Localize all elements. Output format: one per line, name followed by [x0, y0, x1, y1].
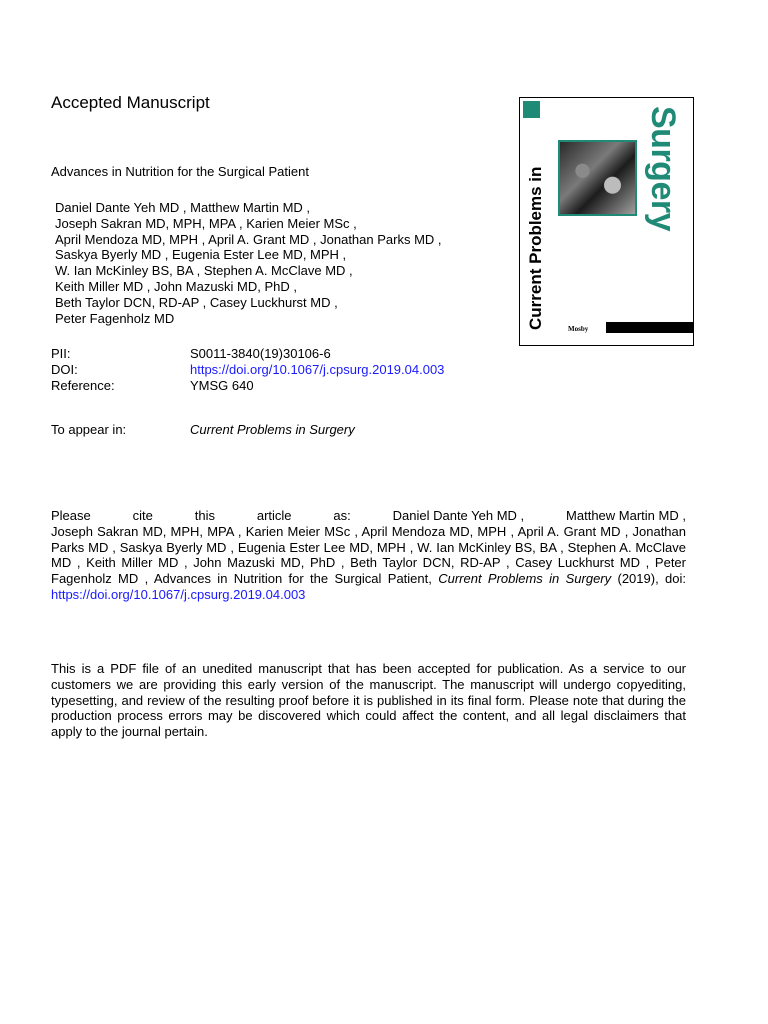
- cover-journal-title: Surgery: [644, 106, 682, 231]
- appear-journal: Current Problems in Surgery: [190, 422, 355, 437]
- pii-value: S0011-3840(19)30106-6: [190, 346, 331, 361]
- cite-word: this: [194, 508, 215, 523]
- author-line: April Mendoza MD, MPH , April A. Grant MD , Jonathan Parks MD ,: [55, 231, 442, 247]
- cite-word: Matthew Martin MD ,: [566, 508, 686, 523]
- cite-word: as:: [333, 508, 351, 523]
- author-line: Keith Miller MD , John Mazuski MD, PhD ,: [55, 278, 298, 294]
- author-line: Saskya Byerly MD , Eugenia Ester Lee MD, MPH ,: [55, 247, 347, 263]
- cite-word: article: [256, 508, 292, 523]
- cover-black-bar: [606, 322, 693, 333]
- manuscript-notice: This is a PDF file of an unedited manuscript that has been accepted for publication. As a service to our customers we are providing this early version of the manuscript. The manuscript will undergo copyediting, typesetting, and review of the resulting proof before it is published in its final form. Please note that during the production process errors may be discovered which could affect the content, and all legal disclaimers that apply to the journal pertain.: [51, 661, 686, 740]
- appear-label: To appear in:: [51, 422, 127, 437]
- article-title: Advances in Nutrition for the Surgical Patient: [51, 164, 309, 179]
- reference-label: Reference:: [51, 377, 115, 393]
- cover-series-title: Current Problems in: [526, 166, 545, 330]
- doi-label: DOI:: [51, 361, 78, 377]
- author-line: Daniel Dante Yeh MD , Matthew Martin MD ,: [55, 200, 311, 215]
- pii-label: PII:: [51, 346, 71, 361]
- journal-cover: [519, 97, 694, 346]
- author-line: Peter Fagenholz MD: [55, 310, 175, 326]
- citation-year: (2019), doi:: [611, 571, 686, 587]
- author-line: Beth Taylor DCN, RD-AP , Casey Luckhurst MD ,: [55, 294, 338, 310]
- cite-word: Please: [51, 508, 91, 523]
- citation-block: [51, 508, 686, 603]
- page-title: Accepted Manuscript: [51, 93, 210, 112]
- citation-first-line: [51, 508, 686, 524]
- cite-word: cite: [132, 508, 153, 523]
- citation-doi-link[interactable]: https://doi.org/10.1067/j.cpsurg.2019.04.003: [51, 586, 306, 602]
- appear-in: [51, 422, 355, 437]
- cite-word: Daniel Dante Yeh MD ,: [392, 508, 525, 523]
- cover-publisher: Mosby: [568, 325, 589, 333]
- cover-accent-square: [523, 101, 540, 118]
- reference-value: YMSG 640: [190, 377, 254, 393]
- author-line: W. Ian McKinley BS, BA , Stephen A. McClave MD ,: [55, 263, 353, 279]
- author-line: Joseph Sakran MD, MPH, MPA , Karien Meier MSc ,: [55, 215, 357, 231]
- cover-artwork: [558, 140, 637, 216]
- citation-body: Joseph Sakran MD, MPH, MPA , Karien Meier MSc , April Mendoza MD, MPH , April A. Grant MD , Jonathan Parks MD , Saskya Byerly MD , Eugenia Ester Lee MD, MPH , W. Ian McKinley BS, BA , Stephen A. McClave MD , Keith Miller MD , John Mazuski MD, PhD , Beth Taylor DCN, RD-AP , Casey Luckhurst MD , Peter Fagenholz MD , Advances in Nutrition for the Surgical Patient,: [51, 523, 686, 587]
- doi-link[interactable]: https://doi.org/10.1067/j.cpsurg.2019.04.003: [190, 361, 445, 377]
- author-list: [55, 200, 495, 326]
- metadata-block: [51, 346, 444, 393]
- citation-journal: Current Problems in Surgery: [438, 571, 612, 587]
